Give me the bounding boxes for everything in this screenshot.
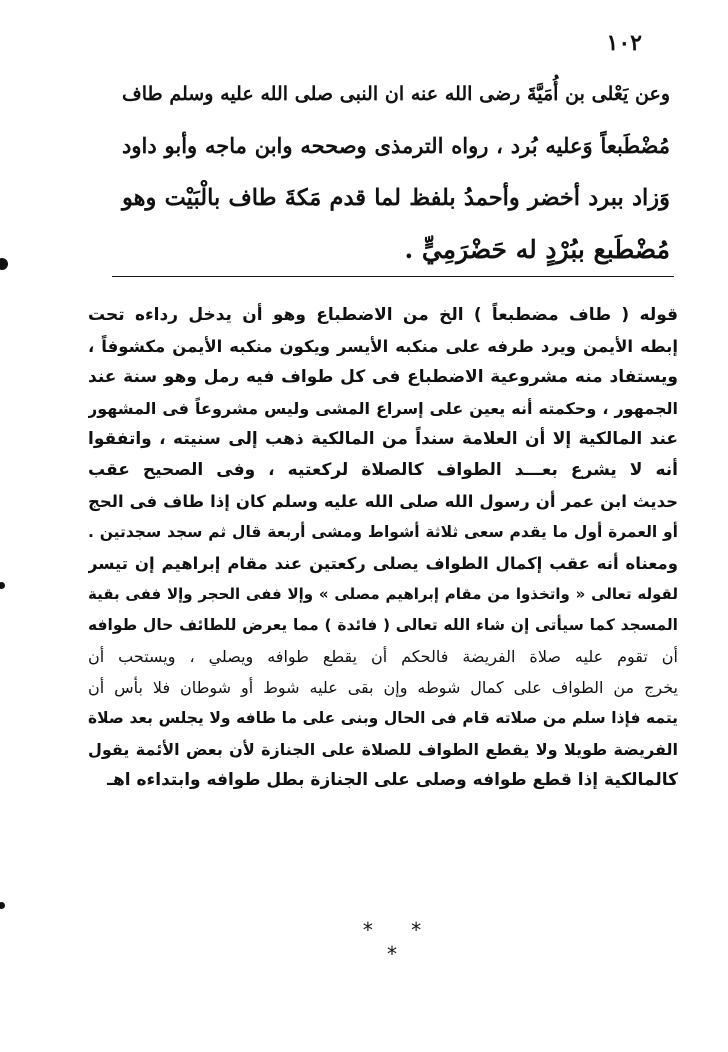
commentary-line: حديث ابن عمر أن رسول الله صلى الله عليه وسلم كان إذا طاف فى الحج	[88, 492, 678, 511]
commentary-line: أو العمرة أول ما يقدم سعى ثلاثة أشواط ومشى أربعة قال ثم سجد سجدتين .	[88, 523, 678, 541]
commentary-line: المسجد كما سيأتى إن شاء الله تعالى ( فائدة ) مما يعرض للطائف حال طوافه	[88, 616, 678, 634]
commentary-line: يخرج من الطواف على كمال شوطه وإن بقى عليه شوط أو شوطان فلا بأس أن	[88, 678, 678, 697]
hadith-text	[122, 68, 670, 276]
hadith-line: مُضْطَبع ببُرْدٍ له حَضْرَمِيٍّ .	[404, 235, 670, 264]
binding-hole-mark	[0, 902, 5, 909]
commentary-line: إبطه الأيمن ويرد طرفه على منكبه الأيسر ويكون منكبه الأيمن مكشوفاً ،	[88, 337, 678, 356]
end-ornament: * * *	[362, 918, 438, 966]
commentary-text	[88, 300, 678, 796]
commentary-line: أن تقوم عليه صلاة الفريضة فالحكم أن يقطع طوافه ويصلي ، ويستحب أن	[88, 647, 678, 666]
hadith-line: وَزاد ببرد أخضر وأحمدُ بلفظ لما قدم مَكةَ طاف بالْبَيْت وهو	[122, 185, 670, 211]
binding-hole-mark	[0, 258, 8, 270]
commentary-line: ومعناه أنه عقب إكمال الطواف يصلى ركعتين عند مقام إبراهيم إن تيسر	[88, 554, 678, 573]
binding-hole-mark	[0, 582, 5, 589]
commentary-line: أنه لا يشرع بعـــد الطواف كالصلاة لركعتيه ، وفى الصحيح عقب	[88, 460, 678, 480]
commentary-line: يتمه فإذا سلم من صلاته قام فى الحال وبنى على ما طافه ولا يجلس بعد صلاة	[88, 709, 678, 727]
commentary-line: عند المالكية إلا أن العلامة سنداً من المالكية ذهب إلى سنيته ، واتفقوا	[88, 429, 678, 449]
commentary-line: الفريضة طويلا ولا يقطع الطواف للصلاة على الجنازة لأن بعض الأئمة يقول	[88, 740, 678, 759]
commentary-line: لقوله تعالى « واتخذوا من مقام إبراهيم مصلى » وإلا ففى الحجر وإلا ففى بقية	[88, 585, 678, 603]
hadith-line: مُضْطَبعاً وَعليه بُرد ، رواه الترمذى وصححه وابن ماجه وأبو داود	[122, 133, 670, 158]
page-number: ١٠٢	[606, 30, 642, 56]
hadith-line: وعن يَعْلى بن أُمَيَّةَ رضى الله عنه ان النبى صلى الله عليه وسلم طاف	[122, 83, 670, 105]
commentary-line: كالمالكية إذا قطع طوافه وصلى على الجنازة بطل طوافه وابتداءه اهـ	[107, 770, 678, 790]
commentary-line: قوله ( طاف مضطبعاً ) الخ من الاضطباع وهو أن يدخل رداءه تحت	[88, 305, 678, 325]
section-divider	[112, 276, 674, 277]
commentary-line: الجمهور ، وحكمته أنه يعين على إسراع المشى وليس مشروعاً فى المشهور	[88, 399, 678, 418]
commentary-line: ويستفاد منه مشروعية الاضطباع فى كل طواف فيه رمل وهو سنة عند	[88, 367, 678, 387]
